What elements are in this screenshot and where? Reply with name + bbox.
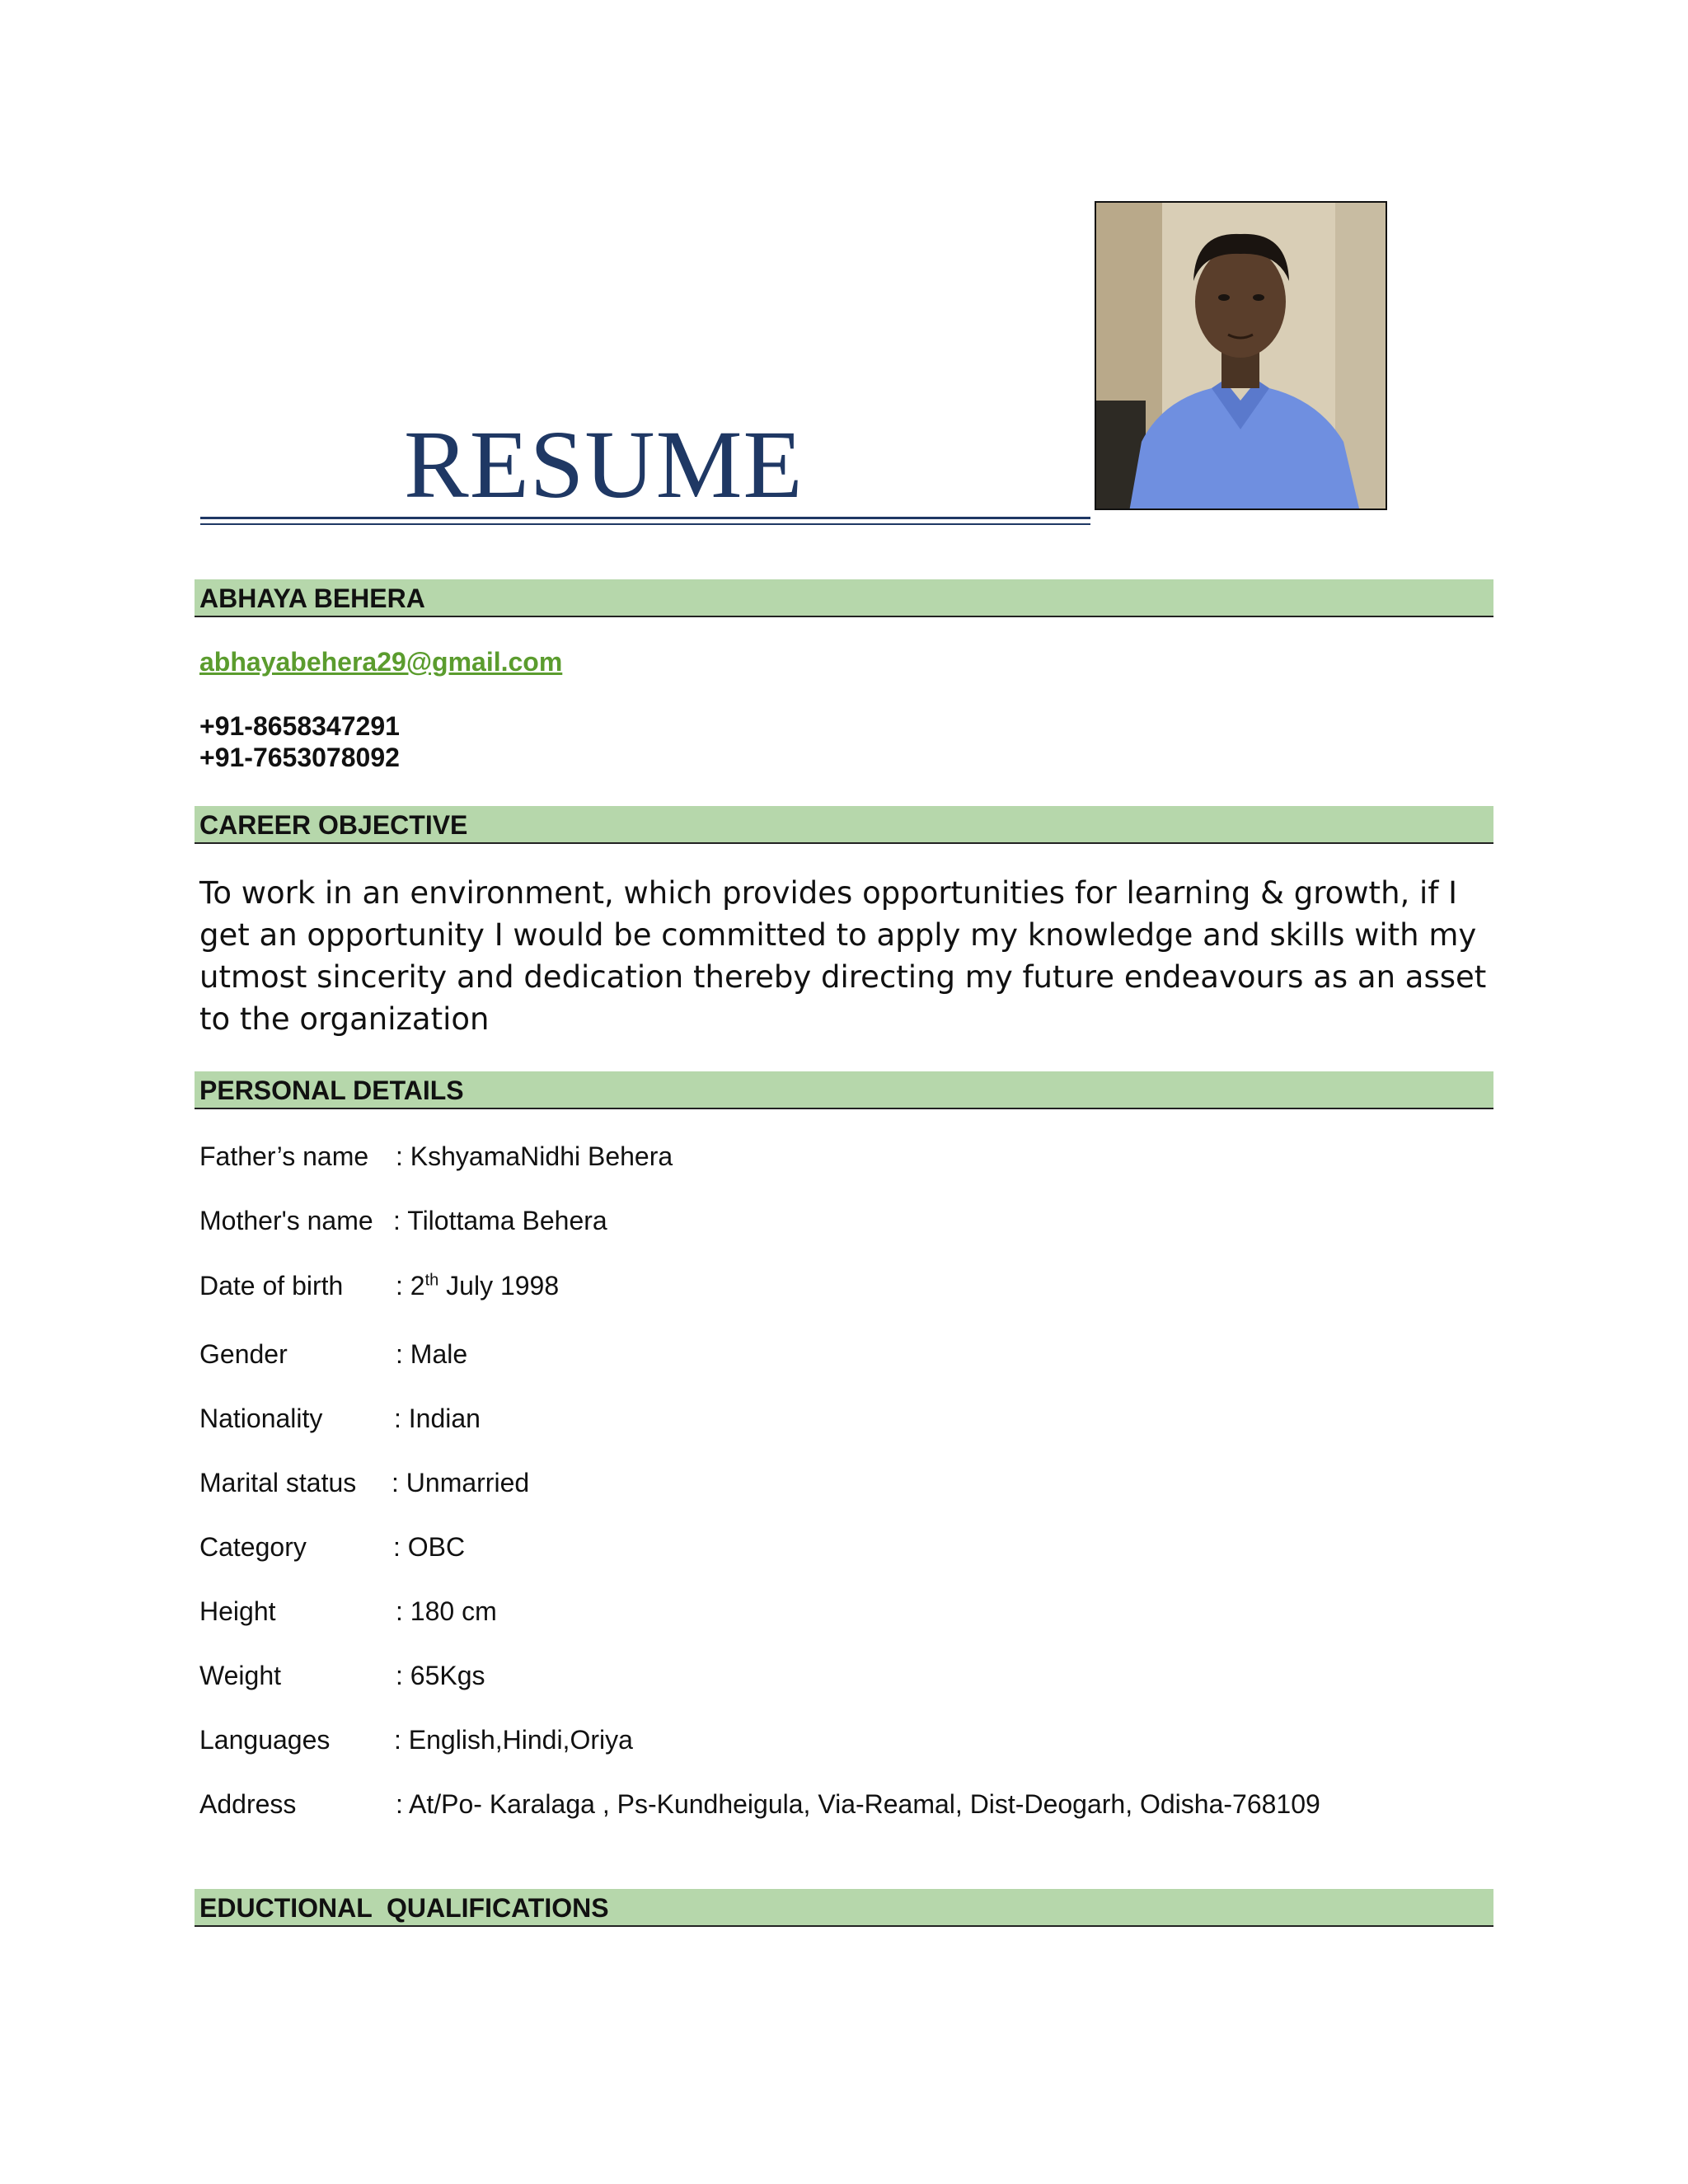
education-heading: EDUCTIONAL QUALIFICATIONS [195, 1889, 1493, 1927]
detail-label: Gender [199, 1339, 288, 1369]
detail-value: : 65Kgs [396, 1661, 485, 1690]
detail-row-mother [199, 1206, 607, 1236]
detail-value: : Indian [394, 1404, 481, 1433]
detail-label: Category [199, 1532, 307, 1562]
detail-row-nationality [199, 1404, 481, 1434]
title-underline-thin [200, 523, 1090, 525]
detail-value: : 180 cm [396, 1596, 497, 1626]
detail-row-height [199, 1596, 497, 1627]
resume-title: RESUME [404, 410, 804, 518]
detail-label: Father’s name [199, 1141, 369, 1171]
detail-label: Weight [199, 1661, 282, 1690]
phone-secondary: +91-7653078092 [199, 743, 400, 772]
phone-primary: +91-8658347291 [199, 711, 400, 741]
detail-label: Nationality [199, 1404, 323, 1433]
detail-label: Date of birth [199, 1271, 344, 1301]
career-objective-text: To work in an environment, which provides opportunities for learning & growth, if I get an opportunity I would be committed to apply my knowledge and skills with my utmost sincerity and dedication thereby directing my future endeavours as an asset to the organization [199, 875, 1487, 1037]
dob-day: : 2 [396, 1271, 425, 1301]
detail-row-gender [199, 1339, 468, 1370]
detail-row-languages [199, 1725, 633, 1755]
title-underline [200, 517, 1090, 519]
profile-photo-graphic [1096, 203, 1387, 510]
dob-suffix: th [424, 1271, 439, 1290]
name-bar: ABHAYA BEHERA [195, 579, 1493, 617]
detail-row-dob [199, 1271, 560, 1301]
detail-row-weight [199, 1661, 485, 1691]
detail-value: : At/Po- Karalaga , Ps-Kundheigula, Via-Reamal, Dist-Deogarh, Odisha-768109 [396, 1789, 1320, 1819]
detail-row-marital [199, 1468, 530, 1498]
detail-label: Address [199, 1789, 297, 1819]
detail-value: : OBC [393, 1532, 466, 1562]
detail-label: Mother's name [199, 1206, 373, 1235]
detail-label: Languages [199, 1725, 331, 1755]
dob-rest: July 1998 [438, 1271, 560, 1301]
detail-value: : Tilottama Behera [393, 1206, 607, 1235]
detail-value: : English,Hindi,Oriya [394, 1725, 633, 1755]
detail-value: : Unmarried [392, 1468, 530, 1497]
personal-details-heading: PERSONAL DETAILS [195, 1071, 1493, 1109]
email-link[interactable]: abhayabehera29@gmail.com [199, 647, 563, 677]
detail-label: Marital status [199, 1468, 357, 1497]
detail-row-category [199, 1532, 466, 1563]
detail-value: : KshyamaNidhi Behera [396, 1141, 673, 1171]
detail-row-father [199, 1141, 673, 1172]
detail-value: : Male [396, 1339, 468, 1369]
detail-label: Height [199, 1596, 276, 1626]
detail-row-address [199, 1789, 1320, 1820]
career-objective-heading: CAREER OBJECTIVE [195, 806, 1493, 844]
detail-value [396, 1271, 559, 1301]
profile-photo [1095, 201, 1387, 510]
